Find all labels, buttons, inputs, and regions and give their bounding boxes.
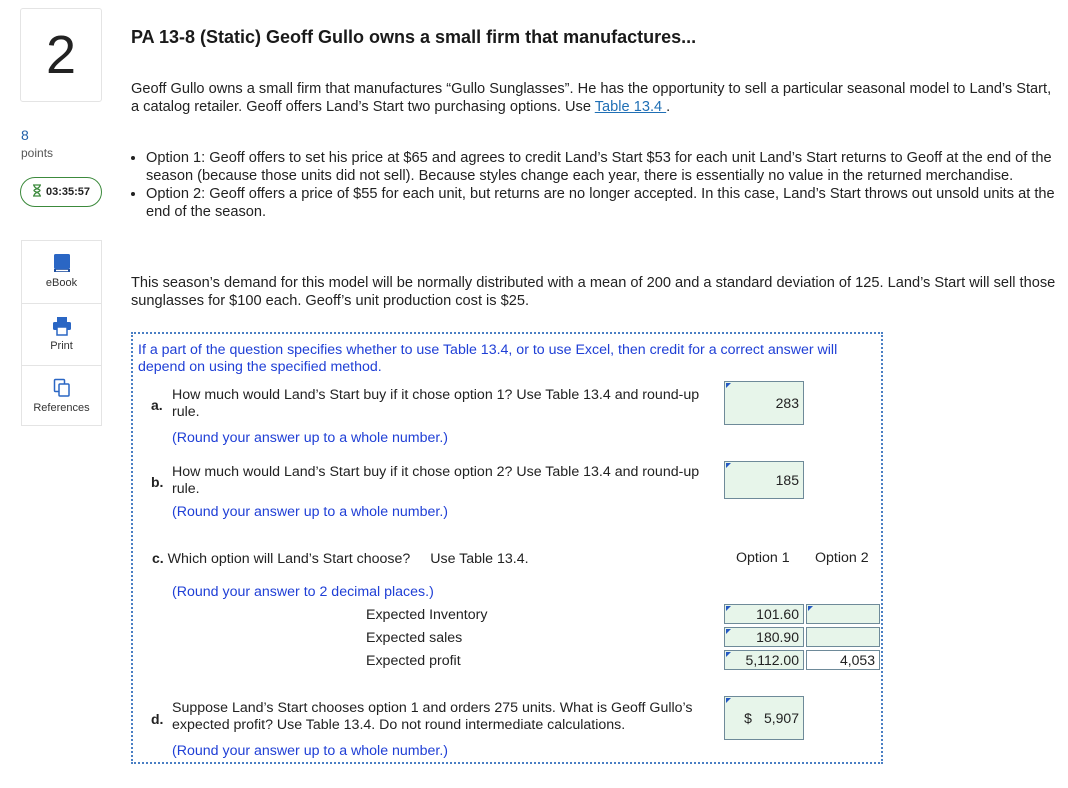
expected-profit-option-1-value: 5,112.00 [745,652,799,668]
part-a-answer-value: 283 [775,395,799,411]
book-icon [22,253,101,273]
part-c-letter: c. [152,550,164,566]
part-a-answer-field[interactable] [724,381,804,425]
part-b-answer-value: 185 [775,472,799,488]
option-1-header: Option 1 [736,550,790,566]
hourglass-icon [32,184,42,200]
part-c-hint: (Round your answer to 2 decimal places.) [172,584,434,600]
timer-text: 03:35:57 [45,186,91,198]
ebook-button[interactable] [22,241,101,303]
part-b-question: How much would Land’s Start buy if it chose option 2? Use Table 13.4 and round-up rule. [172,464,700,497]
expected-profit-option-2-field[interactable] [806,650,880,670]
row-label-expected-inventory: Expected Inventory [366,607,488,623]
option-2-item: • Option 2: Geoff offers a price of $55 for each unit, but returns are no longer accepted. In this case, Land’s Start throws out unsold units at the end of the season. [146,185,1068,221]
references-button[interactable] [22,365,101,428]
part-c-question: Which option will Land’s Start choose? [167,551,411,567]
part-b-answer-field[interactable] [724,461,804,499]
expected-sales-option-1-value: 180.90 [756,629,799,645]
part-a-hint: (Round your answer up to a whole number.) [172,430,449,446]
row-label-expected-sales: Expected sales [366,630,463,646]
option-1-item: • Option 1: Geoff offers to set his price at $65 and agrees to credit Land’s Start $53 for each unit Land’s Start returns to Geoff at the end of the season (because those units did not sell). Because styles change each year, there is essentially no value in the returned merchandise. [146,149,1068,185]
options-list [131,149,1068,221]
flag-marker-icon [726,698,731,703]
part-d-hint: (Round your answer up to a whole number.) [172,743,449,759]
print-button[interactable] [22,303,101,366]
part-a-letter: a. [151,397,163,413]
flag-marker-icon [808,606,813,611]
flag-marker-icon [726,652,731,657]
expected-sales-option-2-field[interactable] [806,627,880,647]
print-icon [22,316,101,336]
intro-end: . [666,99,671,115]
option-2-header: Option 2 [815,550,869,566]
copy-icon [22,378,101,398]
part-d-letter: d. [151,711,164,727]
part-d-answer-value: 5,907 [763,710,799,726]
expected-inventory-option-2-field[interactable] [806,604,880,624]
part-b-hint: (Round your answer up to a whole number.) [172,504,449,520]
expected-sales-option-1-field[interactable] [724,627,804,647]
references-label: References [33,402,90,414]
flag-marker-icon [726,463,731,468]
expected-profit-option-2-value: 4,053 [839,652,875,668]
table-13-4-link[interactable]: Table 13.4 [594,99,667,115]
print-label: Print [50,340,73,352]
part-d-question: Suppose Land’s Start chooses option 1 and orders 275 units. What is Geoff Gullo’s expected profit? Use Table 13.4. Do not round intermediate calculations. [172,700,693,733]
question-number: 2 [20,8,102,102]
row-label-expected-profit: Expected profit [366,653,461,669]
expected-inventory-option-1-field[interactable] [724,604,804,624]
part-d-answer-field[interactable] [724,696,804,740]
points-value: 8 [21,127,29,143]
currency-symbol: $ [744,710,752,726]
timer-badge[interactable] [20,177,102,207]
intro-text: Geoff Gullo owns a small firm that manufactures “Gullo Sunglasses”. He has the opportunity to sell a particular seasonal model to Land’s Start, a catalog retailer. Geoff offers Land’s Start two purchasing options. Use [131,81,1052,115]
points-label: points [21,146,54,160]
question-title: PA 13-8 (Static) Geoff Gullo owns a small firm that manufactures... [131,27,697,47]
flag-marker-icon [726,606,731,611]
part-a-question: How much would Land’s Start buy if it chose option 1? Use Table 13.4 and round-up rule. [172,387,700,420]
part-b-letter: b. [151,474,164,490]
part-c-question-line [152,550,529,568]
demand-paragraph: This season’s demand for this model will be normally distributed with a mean of 200 and a standard deviation of 125. Land’s Start will sell those sunglasses for $100 each. Geoff’s unit production cost is $25. [131,275,1056,309]
intro-paragraph [131,80,1061,116]
ebook-label: eBook [45,277,78,289]
flag-marker-icon [726,383,731,388]
flag-marker-icon [726,629,731,634]
part-c-use-table: Use Table 13.4. [430,551,529,567]
method-note: If a part of the question specifies whether to use Table 13.4, or to use Excel, then credit for a correct answer will depend on using the specified method. [138,342,838,375]
expected-profit-option-1-field[interactable] [724,650,804,670]
expected-inventory-option-1-value: 101.60 [756,606,799,622]
tool-panel [21,240,102,426]
